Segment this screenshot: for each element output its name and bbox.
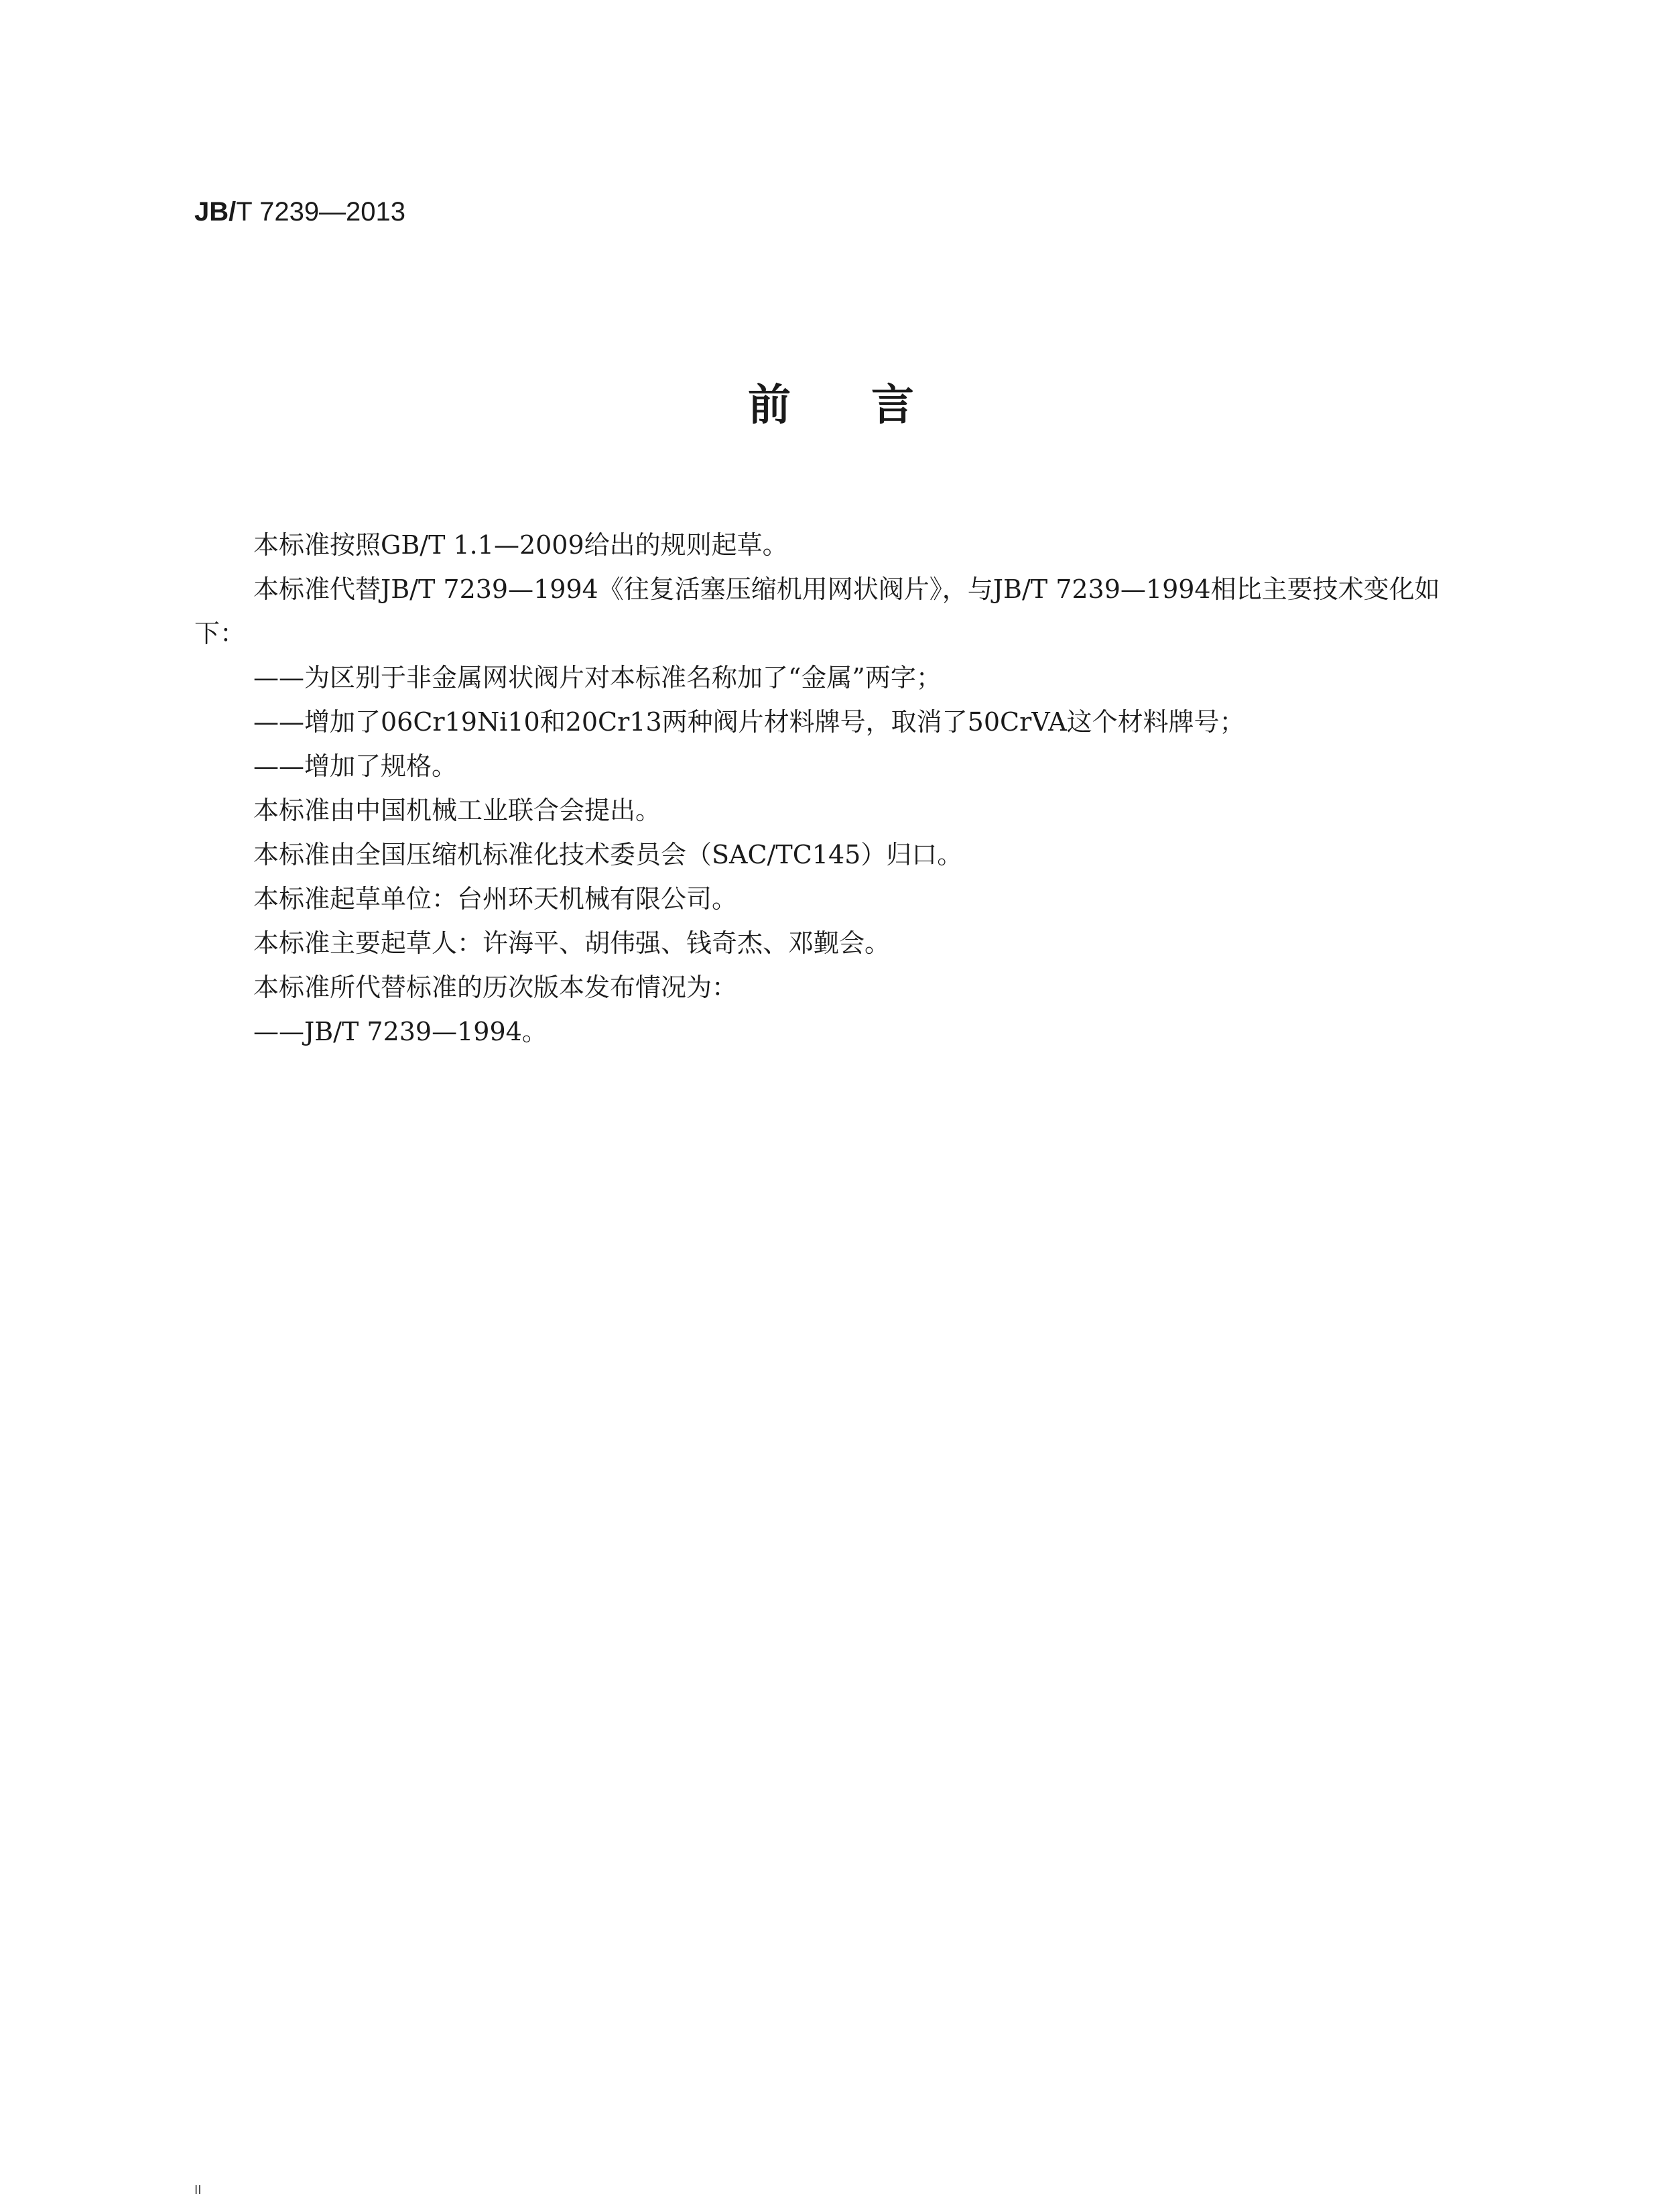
paragraph-drafters: 本标准主要起草人：许海平、胡伟强、钱奇杰、邓觐会。 (253, 928, 891, 958)
foreword-body (194, 523, 1481, 1054)
paragraph-drafting-unit: 本标准起草单位：台州环天机械有限公司。 (253, 884, 738, 914)
paragraph-under-jurisdiction: 本标准由全国压缩机标准化技术委员会（SAC/TC145）归口。 (253, 840, 963, 869)
list-item-change-1: ——为区别于非金属网状阀片对本标准名称加了“金属”两字； (253, 663, 942, 692)
page-title: 前言 (748, 381, 995, 430)
standard-code-prefix: JB/ (194, 197, 237, 227)
paragraph-drafting-rules: 本标准按照GB/T 1.1—2009给出的规则起草。 (253, 530, 788, 560)
paragraph-previous-editions: 本标准所代替标准的历次版本发布情况为： (253, 973, 738, 1002)
paragraph-proposed-by: 本标准由中国机械工业联合会提出。 (253, 796, 661, 825)
standard-code-number: T 7239—2013 (236, 197, 406, 227)
list-item-previous-edition: ——JB/T 7239—1994。 (253, 1017, 548, 1046)
list-item-change-2: ——增加了06Cr19Ni10和20Cr13两种阀片材料牌号，取消了50CrVA这个材料牌号； (253, 707, 1245, 737)
page-number: II (194, 2183, 202, 2197)
list-item-change-3: ——增加了规格。 (253, 751, 458, 781)
paragraph-replaces: 本标准代替JB/T 7239—1994《往复活塞压缩机用网状阀片》，与JB/T 7239—1994相比主要技术变化如下： (194, 574, 1440, 648)
standard-code-header (194, 192, 405, 232)
